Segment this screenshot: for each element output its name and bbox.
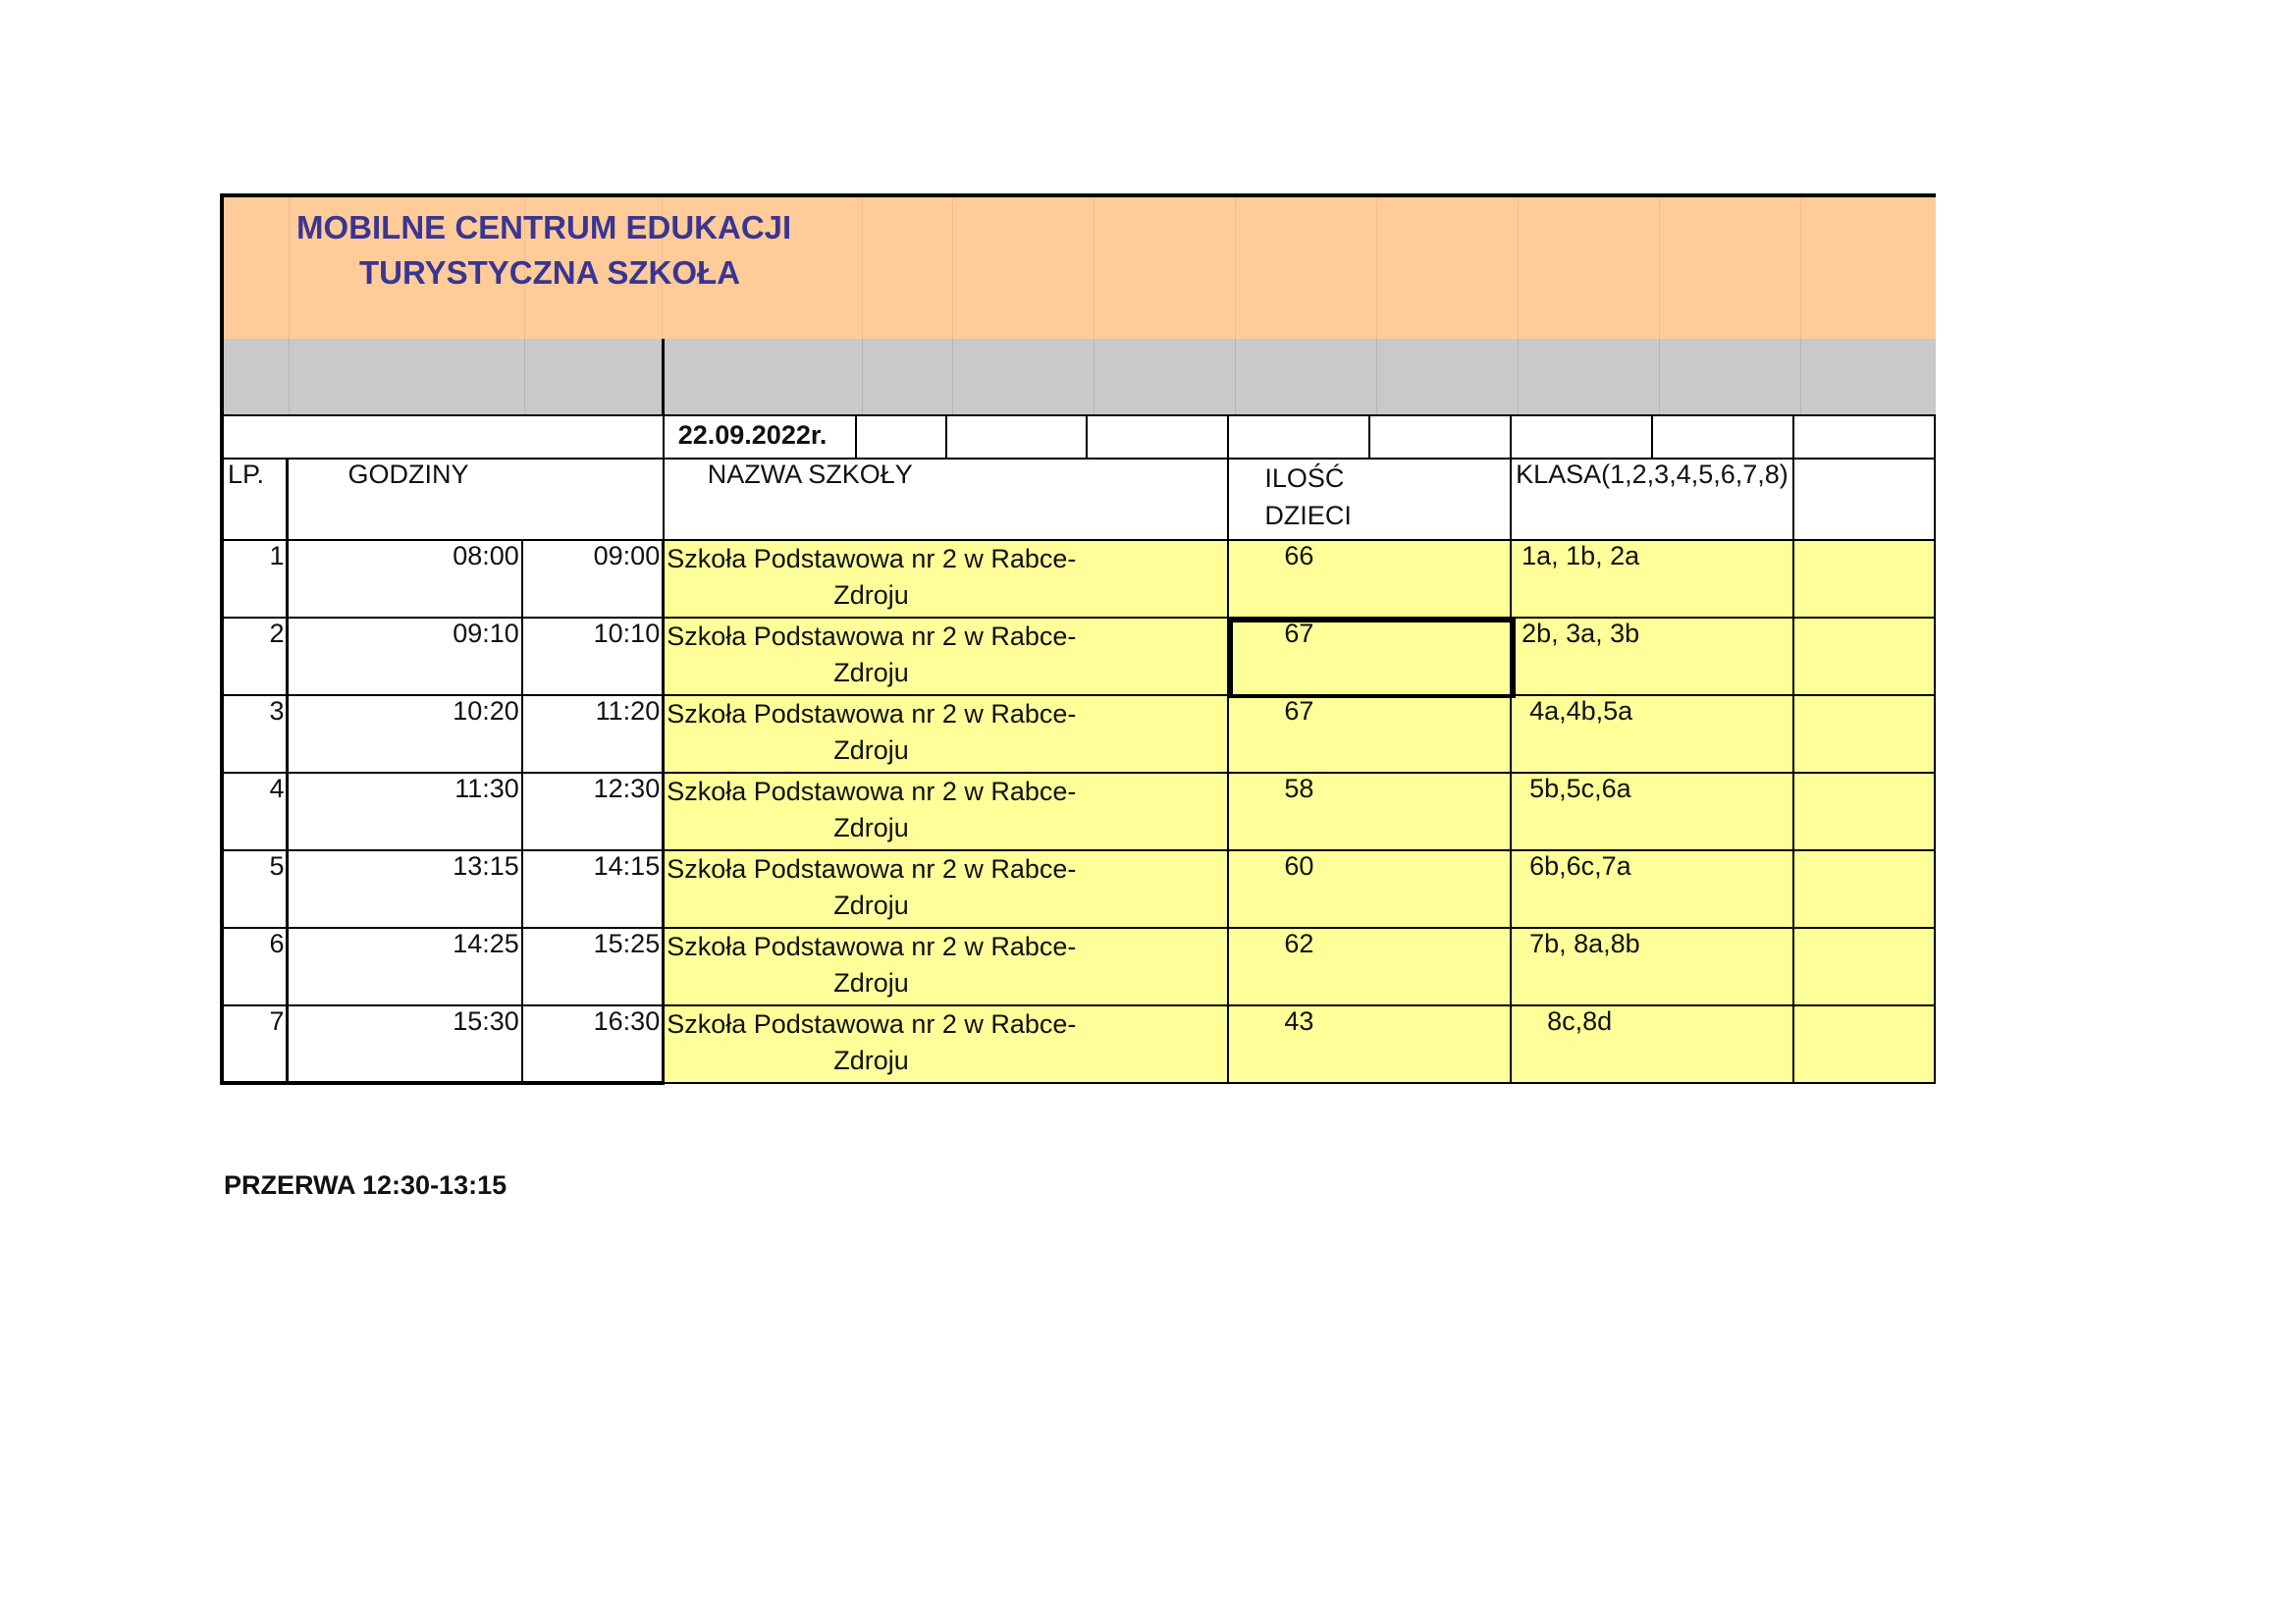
school-line-2: Zdroju	[833, 735, 909, 765]
row-school[interactable]	[664, 773, 1229, 850]
table-row	[222, 695, 1935, 773]
row-klasa[interactable]: 4a,4b,5a	[1511, 695, 1793, 773]
row-lp[interactable]: 4	[222, 773, 288, 850]
date-row	[222, 415, 1935, 459]
cell[interactable]	[946, 415, 1088, 459]
cell[interactable]	[1793, 415, 1935, 459]
row-count[interactable]: 67	[1228, 695, 1511, 773]
row-start-time[interactable]: 10:20	[288, 695, 522, 773]
row-lp[interactable]: 5	[222, 850, 288, 928]
row-start-time[interactable]: 15:30	[288, 1005, 522, 1083]
row-start-time[interactable]: 14:25	[288, 928, 522, 1005]
table-row	[222, 773, 1935, 850]
row-klasa[interactable]: 7b, 8a,8b	[1511, 928, 1793, 1005]
header-nazwa-szkoly[interactable]: NAZWA SZKOŁY	[664, 459, 1229, 540]
school-line-2: Zdroju	[833, 813, 909, 842]
header-ilosc-line2: DZIECI	[1264, 501, 1352, 530]
header-ilosc-dzieci[interactable]	[1228, 459, 1511, 540]
cell[interactable]	[1369, 415, 1511, 459]
cell[interactable]	[1793, 928, 1935, 1005]
row-count[interactable]: 58	[1228, 773, 1511, 850]
school-line-2: Zdroju	[833, 968, 909, 998]
school-line-2: Zdroju	[833, 580, 909, 610]
school-line-1: Szkoła Podstawowa nr 2 w Rabce-	[667, 622, 1077, 651]
row-klasa[interactable]: 5b,5c,6a	[1511, 773, 1793, 850]
school-line-1: Szkoła Podstawowa nr 2 w Rabce-	[667, 932, 1077, 961]
table-row	[222, 850, 1935, 928]
school-line-2: Zdroju	[833, 658, 909, 687]
row-school[interactable]	[664, 928, 1229, 1005]
row-end-time[interactable]: 14:15	[522, 850, 664, 928]
cell[interactable]	[1793, 695, 1935, 773]
title-banner	[220, 193, 1936, 339]
row-start-time[interactable]: 08:00	[288, 540, 522, 618]
school-line-1: Szkoła Podstawowa nr 2 w Rabce-	[667, 854, 1077, 884]
row-end-time[interactable]: 15:25	[522, 928, 664, 1005]
row-start-time[interactable]: 11:30	[288, 773, 522, 850]
break-note: PRZERWA 12:30-13:15	[224, 1170, 507, 1200]
row-lp[interactable]: 3	[222, 695, 288, 773]
table-row	[222, 1005, 1935, 1083]
row-school[interactable]	[664, 618, 1229, 695]
grey-band	[220, 339, 1936, 414]
cell[interactable]	[1793, 850, 1935, 928]
row-klasa[interactable]: 6b,6c,7a	[1511, 850, 1793, 928]
title-line-2: TURYSTYCZNA SZKOŁA	[359, 254, 741, 291]
row-count[interactable]: 67	[1228, 618, 1511, 695]
row-lp[interactable]: 6	[222, 928, 288, 1005]
header-lp[interactable]: LP.	[222, 459, 288, 540]
school-line-1: Szkoła Podstawowa nr 2 w Rabce-	[667, 699, 1077, 729]
cell[interactable]	[1087, 415, 1228, 459]
row-count[interactable]: 62	[1228, 928, 1511, 1005]
row-school[interactable]	[664, 1005, 1229, 1083]
row-end-time[interactable]: 11:20	[522, 695, 664, 773]
row-school[interactable]	[664, 850, 1229, 928]
school-line-1: Szkoła Podstawowa nr 2 w Rabce-	[667, 1009, 1077, 1039]
school-line-1: Szkoła Podstawowa nr 2 w Rabce-	[667, 544, 1077, 573]
row-end-time[interactable]: 09:00	[522, 540, 664, 618]
cell[interactable]	[1793, 773, 1935, 850]
cell[interactable]	[1652, 415, 1793, 459]
row-klasa[interactable]: 8c,8d	[1511, 1005, 1793, 1083]
row-start-time[interactable]: 13:15	[288, 850, 522, 928]
table-row	[222, 928, 1935, 1005]
cell[interactable]	[1793, 1005, 1935, 1083]
row-klasa[interactable]: 1a, 1b, 2a	[1511, 540, 1793, 618]
row-end-time[interactable]: 16:30	[522, 1005, 664, 1083]
row-count[interactable]: 66	[1228, 540, 1511, 618]
row-end-time[interactable]: 12:30	[522, 773, 664, 850]
cell[interactable]	[856, 415, 946, 459]
header-row	[222, 459, 1935, 540]
schedule-table	[220, 414, 1936, 1085]
header-klasa[interactable]: KLASA(1,2,3,4,5,6,7,8)	[1511, 459, 1793, 540]
school-line-1: Szkoła Podstawowa nr 2 w Rabce-	[667, 777, 1077, 806]
title-line-1: MOBILNE CENTRUM EDUKACJI	[296, 209, 792, 245]
date-cell[interactable]: 22.09.2022r.	[664, 415, 856, 459]
header-godziny[interactable]: GODZINY	[288, 459, 664, 540]
table-row	[222, 618, 1935, 695]
row-lp[interactable]: 1	[222, 540, 288, 618]
cell[interactable]	[1793, 540, 1935, 618]
table-row	[222, 540, 1935, 618]
row-start-time[interactable]: 09:10	[288, 618, 522, 695]
row-count[interactable]: 60	[1228, 850, 1511, 928]
header-ilosc-line1: ILOŚĆ	[1264, 463, 1345, 493]
row-count[interactable]: 43	[1228, 1005, 1511, 1083]
school-line-2: Zdroju	[833, 891, 909, 920]
row-school[interactable]	[664, 540, 1229, 618]
cell[interactable]	[1228, 415, 1369, 459]
row-lp[interactable]: 2	[222, 618, 288, 695]
cell[interactable]	[1793, 618, 1935, 695]
row-klasa[interactable]: 2b, 3a, 3b	[1511, 618, 1793, 695]
row-end-time[interactable]: 10:10	[522, 618, 664, 695]
cell[interactable]	[222, 415, 664, 459]
row-lp[interactable]: 7	[222, 1005, 288, 1083]
cell[interactable]	[1511, 415, 1652, 459]
cell[interactable]	[1793, 459, 1935, 540]
school-line-2: Zdroju	[833, 1046, 909, 1075]
row-school[interactable]	[664, 695, 1229, 773]
